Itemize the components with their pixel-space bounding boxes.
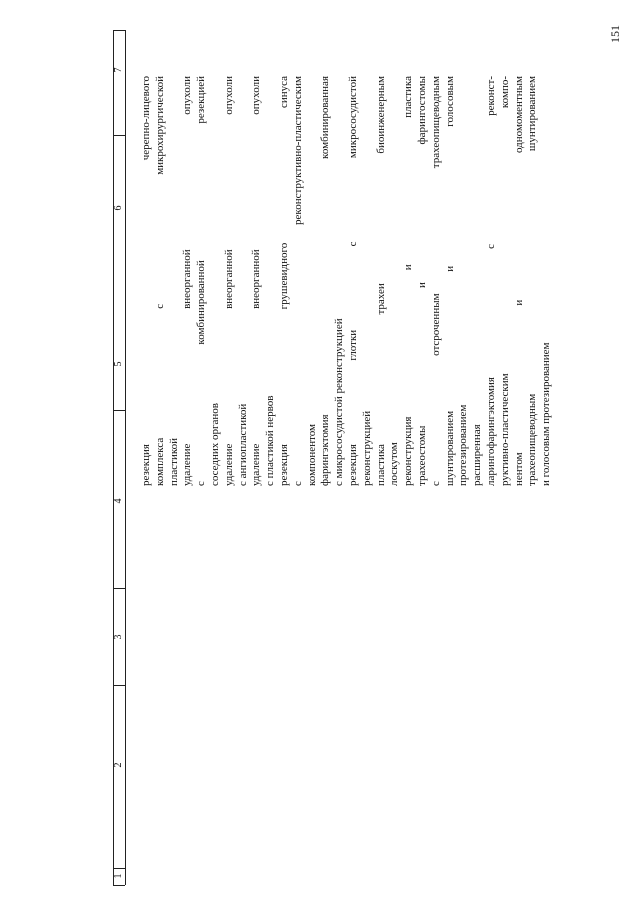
procedure-text-line: шунтированием и голосовым bbox=[443, 76, 456, 486]
column-divider-6-7 bbox=[113, 135, 125, 136]
procedure-entry bbox=[250, 76, 278, 486]
procedure-text-line: ларингофарингэктомия с реконст- bbox=[484, 76, 497, 486]
procedure-entry bbox=[223, 76, 251, 486]
procedure-text-line: расширенная bbox=[471, 424, 484, 486]
table-bottom-border bbox=[113, 885, 125, 886]
procedure-text-line: комплекса с микрохирургической bbox=[153, 76, 166, 486]
procedure-text-line: удаление внеорганной опухоли bbox=[181, 76, 194, 486]
page-number: 151 bbox=[608, 25, 622, 43]
procedure-text-line: руктивно-пластическим компо- bbox=[498, 76, 511, 486]
procedure-text-line: фарингэктомия комбинированная bbox=[319, 76, 332, 486]
column-header-5: 5 bbox=[113, 361, 124, 367]
column-divider-1-2 bbox=[113, 868, 125, 869]
procedure-text-line: с микрососудистой реконструкцией bbox=[333, 318, 346, 486]
procedure-entry bbox=[181, 76, 222, 486]
column-6-procedure-list bbox=[140, 76, 554, 486]
procedure-text-line: нентом и одномоментным bbox=[512, 76, 525, 486]
column-header-4: 4 bbox=[113, 498, 124, 504]
procedure-text-line: удаление внеорганной опухоли bbox=[250, 76, 263, 486]
procedure-text-line: соседних органов bbox=[208, 402, 221, 486]
procedure-text-line: резекция черепно-лицевого bbox=[140, 76, 152, 486]
column-header-3: 3 bbox=[113, 634, 124, 640]
procedure-entry bbox=[278, 76, 319, 486]
column-divider-3-4 bbox=[113, 588, 125, 589]
procedure-text-line: с пластикой нервов bbox=[264, 395, 277, 486]
procedure-entry bbox=[347, 76, 375, 486]
procedure-text-line: с ангиопластикой bbox=[236, 403, 249, 486]
procedure-entry bbox=[402, 76, 471, 486]
column-header-6: 6 bbox=[113, 205, 124, 211]
procedure-text-line: лоскутом bbox=[388, 442, 401, 486]
column-divider-5-6 bbox=[113, 410, 125, 411]
column-divider-2-3 bbox=[113, 685, 125, 686]
procedure-text-line: резекция глотки с микрососудистой bbox=[346, 76, 359, 486]
table-header-row-divider bbox=[125, 30, 126, 885]
column-header-7: 7 bbox=[113, 67, 124, 73]
column-header-2: 2 bbox=[113, 762, 124, 768]
procedure-text-line: пластикой bbox=[167, 437, 180, 486]
table-top-border bbox=[113, 30, 125, 31]
procedure-text-line: протезированием bbox=[457, 404, 470, 486]
procedure-text-line: с комбинированной резекцией bbox=[195, 76, 208, 486]
procedure-entry bbox=[471, 76, 554, 486]
procedure-text-line: с реконструктивно-пластическим bbox=[291, 76, 304, 486]
column-header-1: 1 bbox=[113, 873, 124, 879]
procedure-text-line: компонентом bbox=[305, 424, 318, 486]
procedure-text-line: трахеостомы и фарингостомы bbox=[415, 76, 428, 486]
procedure-text-line: пластика трахеи биоинженерным bbox=[374, 76, 387, 486]
procedure-entry bbox=[140, 76, 181, 486]
procedure-entry bbox=[375, 76, 403, 486]
table-outer-left-border bbox=[113, 30, 114, 885]
procedure-text-line: и голосовым протезированием bbox=[540, 342, 553, 486]
procedure-text-line: трахеопищеводным шунтированием bbox=[526, 76, 539, 486]
procedure-text-line: резекция грушевидного синуса bbox=[277, 76, 290, 486]
procedure-text-line: реконструкцией bbox=[360, 410, 373, 486]
procedure-text-line: удаление внеорганной опухоли bbox=[222, 76, 235, 486]
procedure-text-line: реконструкция и пластика bbox=[402, 76, 415, 486]
procedure-entry bbox=[319, 76, 347, 486]
procedure-text-line: с отсроченным трахеопищеводным bbox=[429, 76, 442, 486]
